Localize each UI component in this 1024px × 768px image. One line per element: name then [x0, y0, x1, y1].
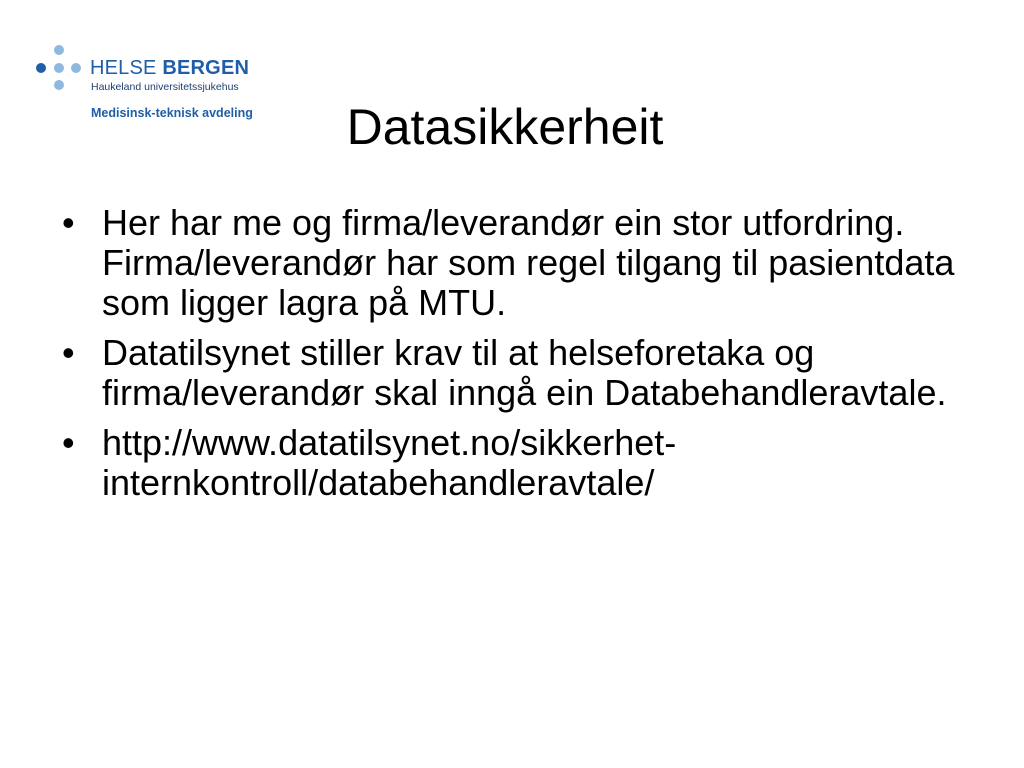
logo-org-prefix: HELSE	[90, 57, 157, 79]
bullet-marker: •	[62, 202, 75, 243]
slide-title: Datasikkerheit	[346, 99, 664, 155]
bullet-list	[58, 203, 978, 513]
logo-org-city: BERGEN	[162, 57, 250, 79]
bullet-item	[58, 423, 978, 503]
bullet-text: Her har me og firma/leverandør ein stor utfordring. Firma/leverandør har som regel tilgang til pasientdata som ligger lagra på MTU.	[102, 202, 955, 323]
bullet-item	[58, 203, 978, 323]
bullet-marker: •	[62, 332, 75, 373]
bullet-text: Datatilsynet stiller krav til at helseforetaka og firma/leverandør skal inngå ein Databehandleravtale.	[102, 332, 947, 413]
logo-dots-icon	[34, 44, 84, 94]
logo-hospital-name: Haukeland universitetssjukehus	[91, 81, 239, 93]
bullet-marker: •	[62, 422, 75, 463]
logo-department-name: Medisinsk-teknisk avdeling	[91, 106, 253, 120]
bullet-item	[58, 333, 978, 413]
link-datatilsynet[interactable]: http://www.datatilsynet.no/sikkerhet-internkontroll/databehandleravtale/	[102, 422, 677, 503]
logo-org-name	[90, 57, 249, 79]
